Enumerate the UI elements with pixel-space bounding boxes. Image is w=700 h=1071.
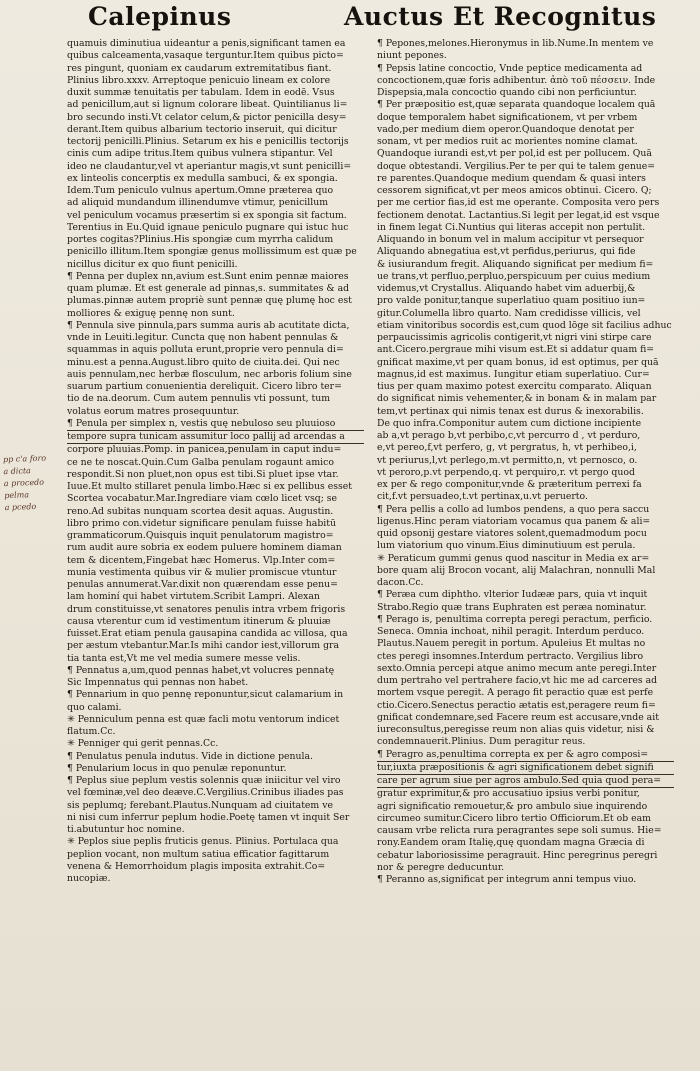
right-column-text-line: ab a,vt perago b,vt perbibo,c,vt percurro d , vt perduro, xyxy=(377,430,641,441)
right-column-text-line: gnificat condemnare,sed Facere reum est accusare,vnde ait xyxy=(377,711,659,723)
header-word-auctus: Auctus xyxy=(344,2,444,31)
left-column-text-line: ce ne te noscat.Quin.Cum Galba penulam rogaunt amico xyxy=(67,456,334,468)
right-column-text-line: Aliquando in bonum vel in malum accipitur vt persequor xyxy=(377,234,644,245)
right-column-text-line: niunt pepones. xyxy=(377,50,447,62)
right-column-text-line: ue trans,vt perfluo,perpluo,perspicuum per cuius medium xyxy=(377,270,651,282)
handwritten-marginalia xyxy=(3,452,67,524)
right-column-text-line: agri significatio remouetur,& pro ambulo siue inquirendo xyxy=(377,800,648,812)
left-column-text-line: ti.abutuntur hoc nomine. xyxy=(67,824,185,835)
right-column-text-line: lum viatorium quo vinum.Eius diminutiuum est perula. xyxy=(377,540,636,552)
left-column-text-line: flatum.Cc. xyxy=(67,726,116,737)
left-column-text-line: peplion vocant, non multum satiua efficatior fagittarum xyxy=(67,848,330,860)
right-column-text-line: ✳ Peraticum gummi genus quod nascitur in Media ex ar= xyxy=(377,552,650,564)
header-word-et-recognitus: Et Recognitus xyxy=(453,2,657,31)
left-column-text-line: causa vterentur cum id vestimentum itinerum & pluuiæ xyxy=(67,615,331,627)
right-column-text-line: ligenus.Hinc peram viatoriam vocamus qua panem & ali= xyxy=(377,515,651,527)
right-column-text-line: fectionem denotat. Lactantius.Si legit per legat,id est vsque xyxy=(377,209,660,221)
left-column-text-line: munia vestimenta quibus vir & mulier promiscue vtuntur xyxy=(67,566,337,578)
left-column-text-line: ¶ Penna per duplex nn,avium est.Sunt enim pennæ maiores xyxy=(67,270,349,282)
left-column-text-line: libro primo con.videtur significare penulam fuisse habitū xyxy=(67,517,336,529)
left-column-text-line: ¶ Pennarium in quo pennę reponuntur,sicut calamarium in xyxy=(67,689,344,701)
right-column-text-line: ctio.Cicero.Senectus peractio ætatis est,peragere reum fi= xyxy=(377,699,656,711)
right-column-text-line: ctes peregi insomnes.Interdum pertracto. Vergilius libro xyxy=(377,650,644,662)
right-column-text-line: ¶ Peragro as,penultima correpta ex per & agro composi= xyxy=(377,749,674,762)
right-column-text-line: mortem vsque peregit. A perago fit peractio quæ est perfe xyxy=(377,687,654,699)
left-column-text-line: corpore pluuias.Pomp. in panicea,penulam in caput indu= xyxy=(67,444,342,456)
right-column-text-line: circumeo sumitur.Cicero libro tertio Officiorum.Et ob eam xyxy=(377,812,651,824)
left-column-text-line: tem & dicentem,Fingebat hæc Homerus. Vlp.Inter com= xyxy=(67,554,336,566)
left-column-text-line: ¶ Penulatus penula indutus. Vide in dictione penula. xyxy=(67,750,313,762)
left-column-text-line: vel peniculum vocamus præsertim si ex spongia sit factum. xyxy=(67,209,347,221)
left-column-text-line: Idem.Tum peniculo vulnus apertum.Omne præterea quo xyxy=(67,185,334,196)
left-column-text-line: quamuis diminutiua uideantur a penis,significant tamen ea xyxy=(67,38,346,49)
header-word-calepinus: Calepinus xyxy=(88,2,232,31)
left-column-text-line: molliores & exiguę pennę non sunt. xyxy=(67,307,235,319)
left-column-text-line: grammaticorum.Quisquis inquit penulatorum magistro= xyxy=(67,530,334,541)
right-column-text-line: do significat nimis vehementer,& in bonam & in malam par xyxy=(377,393,657,405)
right-column-text-line: Aliquando abnegatiua est,vt perfidus,periurus, qui fide xyxy=(377,246,636,258)
marginal-note-line: a dicta xyxy=(3,466,32,477)
left-column-text-line: suarum partium conuenientia dereliquit. Cicero libro ter= xyxy=(67,381,342,392)
right-column-text-line: cit,f.vt persuadeo,t.vt pertinax,u.vt peruerto. xyxy=(377,491,588,503)
right-column-text-line: tem,vt pertinax qui nimis tenax est durus & inexorabilis. xyxy=(377,405,644,417)
left-column-text-line: ¶ Penula per simplex n, vestis quę nebuloso seu pluuioso xyxy=(67,418,364,431)
left-column-text-line: ¶ Peplus siue peplum vestis solennis quæ iniicitur vel viro xyxy=(67,775,341,786)
marginal-note-line: a pcedo xyxy=(4,501,37,513)
left-column-text-line: volatus eorum matres prosequuntur. xyxy=(67,405,240,417)
right-column-text-line: Dispepsia,mala concoctio quando cibi non perficiuntur. xyxy=(377,87,637,98)
left-column-text-line: tio de na.deorum. Cum autem pennulis vti possunt, tum xyxy=(67,393,331,405)
left-column-text-line: vnde in Leuiti.legitur. Cuncta quę non habent pennulas & xyxy=(67,332,339,343)
right-column-text-line: gitur.Columella libro quarto. Nam credidisse villicis, vel xyxy=(377,307,641,319)
right-column-text-line: Strabo.Regio quæ trans Euphraten est peræa nominatur. xyxy=(377,601,647,613)
right-column-text-line: ¶ Pepsis latine concoctio, Vnde peptice medicamenta ad xyxy=(377,62,643,74)
left-column-text-line: rum audit aure sobria ex eodem puluere hominem diaman xyxy=(67,542,342,554)
right-column-text-line: re parentes.Quandoque medium quendam & quasi inters xyxy=(377,172,646,184)
left-column-text-line: venena & Hemorrhoidum plagis imposita extrahit.Co= xyxy=(67,860,326,872)
left-column-text-line: penicillo illitum.Item spongiæ genus mollissimum est quæ pe xyxy=(67,246,357,258)
left-column-text-line: Plinius libro.xxxv. Arreptoque penicuio lineam ex colore xyxy=(67,74,331,86)
left-column-text-line: tia tanta est,Vt me vel media sumere messe velis. xyxy=(67,652,301,664)
left-column-text-line: penulas annumerat.Var.dixit non quærendam esse penu= xyxy=(67,579,338,590)
left-column-text-line: ¶ Pennatus a,um,quod pennas habet,vt volucres pennatę xyxy=(67,664,335,676)
right-column-text-line: ¶ Per præpositio est,quæ separata quandoque localem quā xyxy=(377,99,656,111)
left-column-text-line: per æstum vtebantur.Mar.Is mihi candor iest,villorum gra xyxy=(67,640,340,652)
right-column-text-line: bore quam alij Brocon vocant, alij Malachran, nonnulli Mal xyxy=(377,564,656,576)
right-column-text-line: cebatur laboriosissime peragrauit. Hinc peregrinus peregri xyxy=(377,849,658,861)
right-column-text-line: Seneca. Omnia inchoat, nihil peragit. Interdum perduco. xyxy=(377,626,645,637)
right-column-text-line: ¶ Perago is, penultima correpta peregi peractum, perficio. xyxy=(377,613,653,625)
left-column-text-line: lam hominí qui habet virtutem.Scribit Lampri. Alexan xyxy=(67,591,320,603)
right-column-text-line: rony.Eandem oram Italię,quę quondam magna Græcia di xyxy=(377,837,645,849)
running-header xyxy=(70,2,670,34)
right-column-text-line: dum pertraho vel pertrahere facio,vt hic me ad carceres ad xyxy=(377,675,658,686)
left-column-text-line: reno.Ad subitas nunquam scortea desit aquas. Augustin. xyxy=(67,505,334,517)
right-column-text-line: iureconsultus,peregisse reum non alias quis videtur, nisi & xyxy=(377,724,655,735)
left-column-text-line: respondit.Si non pluet,non opus est tibi.Si pluet ipse vtar. xyxy=(67,468,339,480)
left-column-text-line: plumas.pinnæ autem propriè sunt pennæ quę plumę hoc est xyxy=(67,295,352,307)
right-column-text-line: & iusiurandum fregit. Aliquando significat per medium fi= xyxy=(377,258,654,270)
left-column-text-line: ✳ Peplos siue peplis fruticis genus. Plinius. Portulaca qua xyxy=(67,836,339,848)
right-column-text-line: quid opsonij gestare viatores solent,quemadmodum pocu xyxy=(377,528,647,539)
left-column-text-line: quo calami. xyxy=(67,701,122,713)
left-column-text-line: minu.est a penna.August.libro quito de ciuita.dei. Qui nec xyxy=(67,356,340,368)
right-column-text-line: e,vt pereo,f,vt perfero, g, vt pergratus, h, vt perhibeo,i, xyxy=(377,442,637,454)
left-column-text-line: derant.Item quibus albarium tectorio inseruit, qui dicitur xyxy=(67,123,337,135)
left-column-text-line: Iuue.Et multo stillaret penula limbo.Hæc si ex pellibus esset xyxy=(67,481,352,492)
left-column-text-line: auis pennulam,nec herbæ flosculum, nec arboris folium sine xyxy=(67,368,352,380)
left-column-text-line: Terentius in Eu.Quid ignaue peniculo pugnare qui istuc huc xyxy=(67,221,349,233)
right-column-text-line: dacon.Cc. xyxy=(377,577,424,588)
right-column-text-line: ant.Cicero.pergraue mihi visum est.Et si addatur quam fi= xyxy=(377,344,655,356)
right-column-text-line: magnus,id est maximus. Iungitur etiam superlatiuo. Cur= xyxy=(377,368,650,380)
right-column-text-line: ¶ Peranno as,significat per integrum anni tempus viuo. xyxy=(377,874,637,885)
right-column-text-line: doque temporalem habet significationem, vt per vrbem xyxy=(377,111,638,123)
left-column-text-line: ✳ Penniculum penna est quæ facli motu ventorum indicet xyxy=(67,713,340,725)
left-column-text-line: res pingunt, quoniam ex caudarum extremitatibus fiant. xyxy=(67,62,332,74)
right-column-text-line: vt peroro,p.vt perpendo,q. vt perquiro,r. vt pergo quod xyxy=(377,466,635,478)
right-column-text-line: perpaucissimis agricolis contigerit,vt nigri vini stirpe care xyxy=(377,332,652,343)
right-text-column xyxy=(377,38,674,1038)
right-column-text-line: gratur exprimitur,& pro accusatiuo ipsius verbi ponitur, xyxy=(377,788,640,800)
right-column-text-line: vado,per medium diem operor.Quandoque denotat per xyxy=(377,123,634,135)
left-column-text-line: ad penicillum,aut si lignum colorare libeat. Quintilianus li= xyxy=(67,99,348,111)
left-column-text-line: nicillus dicitur ex quo fiunt penicilli. xyxy=(67,258,238,270)
right-column-text-line: causam vrbe relicta rura peragrantes sepe soli sumus. Hie= xyxy=(377,825,662,836)
left-column-text-line: ad aliquid mundandum illinendumve vtimur, penicillum xyxy=(67,197,329,209)
right-column-text-line: per me certior fias,id est me operante. Composita vero pers xyxy=(377,197,660,209)
right-column-text-line: tur,iuxta præpositionis & agri significationem debet signifi xyxy=(377,762,674,775)
left-column-text-line: drum constituisse,vt senatores penulis intra vrbem frigoris xyxy=(67,603,346,615)
left-column-text-line: Scortea vocabatur.Mar.Ingrediare viam cœlo licet vsq; se xyxy=(67,493,338,505)
left-column-text-line: ¶ Pennula sive pinnula,pars summa auris ab acutitate dicta, xyxy=(67,319,350,331)
right-column-text-line: sonam, vt per medios ruit ac morientes nomine clamat. xyxy=(377,136,638,147)
marginal-note-line: a procedo xyxy=(3,477,45,489)
right-column-text-line: tius per quam maximo potest exercitu comparato. Aliquan xyxy=(377,381,652,392)
right-column-text-line: videmus,vt Crystallus. Aliquando habet vim aduerbij,& xyxy=(377,283,636,294)
left-column-text-line: squammas in aquis polluta erunt,proprie vero pennula di= xyxy=(67,344,344,356)
right-column-text-line: doque obtestandi. Vergilius.Per te per qui te talem genue= xyxy=(377,160,656,172)
left-column-text-line: duxit summæ tenuitatis per tabulam. Idem in eodē. Vsus xyxy=(67,87,335,98)
left-column-text-line: portes cogitas?Plinius.His spongiæ cum myrrha calidum xyxy=(67,234,334,245)
left-column-text-line: cinis cum adipe tritus.Item quibus vulnera stipantur. Vel xyxy=(67,148,333,160)
left-column-text-line: sis peplumq; ferebant.Plautus.Nunquam ad ciuitatem ve xyxy=(67,799,333,811)
left-column-text-line: bro secundo insti.Vt celator celum,& pictor penicilla desy= xyxy=(67,111,347,123)
right-column-text-line: in finem legat Ci.Nuntius qui literas accepit non pertulit. xyxy=(377,221,646,233)
marginal-note-line: pelma xyxy=(4,490,30,501)
right-column-text-line: Quandoque iurandi est,vt per pol,id est per pollucem. Quā xyxy=(377,148,652,160)
right-column-text-line: ¶ Pepones,melones.Hieronymus in lib.Nume.In mentem ve xyxy=(377,38,654,49)
left-column-text-line: ✳ Penniger qui gerit pennas.Cc. xyxy=(67,738,219,750)
right-column-text-line: Plautus.Nauem peregit in portum. Apuleius Et multas no xyxy=(377,638,646,650)
right-column-text-line: etiam vinitoribus socordis est,cum quod lōge sit facilius adhuc xyxy=(377,319,672,331)
right-column-text-line: pro valde ponitur,tanque superlatiuo quam positiuo iun= xyxy=(377,295,646,307)
right-column-text-line: gnificat maxime,vt per quam bonus, id est optimus, per quā xyxy=(377,356,659,368)
left-column-text-line: tectorij penicilli.Plinius. Setarum ex his e penicillis tectorijs xyxy=(67,136,349,147)
right-column-text-line: ¶ Peræa cum diphtho. vlterior Iudææ pars, quia vt inquit xyxy=(377,589,648,601)
left-column-text-line: Sic Impennatus qui pennas non habet. xyxy=(67,677,249,688)
right-column-text-line: cessorem significat,vt per meos amicos obtinui. Cicero. Q; xyxy=(377,185,652,196)
left-column-text-line: ideo ne claudantur,vel vt aperiantur magis,vt sunt penicilli= xyxy=(67,160,352,172)
left-column-text-line: quam plumæ. Et est generale ad pinnas,s. summitates & ad xyxy=(67,283,350,294)
right-column-text-line: concoctionem,quæ foris adhibentur. ἀπὸ τοῦ πέσσειν. Inde xyxy=(377,74,656,86)
left-column-text-line: ex linteolis concerptis ex medulla sambuci, & ex spongia. xyxy=(67,172,338,184)
right-column-text-line: condemnauerit.Plinius. Dum peragitur reus. xyxy=(377,736,586,748)
left-column-text-line: ¶ Penularium locus in quo penulæ reponuntur. xyxy=(67,762,287,774)
right-column-text-line: vt periurus,l,vt perlego,m.vt permitto,n, vt pernosco, o. xyxy=(377,454,638,466)
left-column-text-line: tempore supra tunicam assumitur loco pallij ad arcendas a xyxy=(67,431,364,444)
left-column-text-line: ni nisi cum inferrur peplum hodie.Poetę tamen vt inquit Ser xyxy=(67,811,350,823)
left-text-column xyxy=(67,38,364,1038)
right-column-text-line: De quo infra.Componitur autem cum dictione incipiente xyxy=(377,417,642,429)
left-column-text-line: fuisset.Erat etiam penula gausapina candida ac villosa, qua xyxy=(67,628,348,639)
marginal-note-line: pp c'a foro xyxy=(2,453,47,465)
right-column-text-line: ¶ Pera pellis a collo ad lumbos pendens, a quo pera saccu xyxy=(377,503,650,515)
left-column-text-line: nucopiæ. xyxy=(67,873,111,884)
left-column-text-line: vel fœminæ,vel deo deæve.C.Vergilius.Crinibus iliades pas xyxy=(67,787,344,799)
left-column-text-line: quibus calceamenta,vasaque terguntur.Item quibus picto= xyxy=(67,50,344,62)
right-column-text-line: sexto.Omnia percepi atque animo mecum ante peregi.Inter xyxy=(377,662,657,674)
right-column-text-line: ex per & rego componitur,vnde & præteritum perrexi fa xyxy=(377,479,642,490)
right-column-text-line: care per agrum siue per agros ambulo.Sed quia quod pera= xyxy=(377,775,674,788)
right-column-text-line: nor & peregre deducuntur. xyxy=(377,861,505,873)
